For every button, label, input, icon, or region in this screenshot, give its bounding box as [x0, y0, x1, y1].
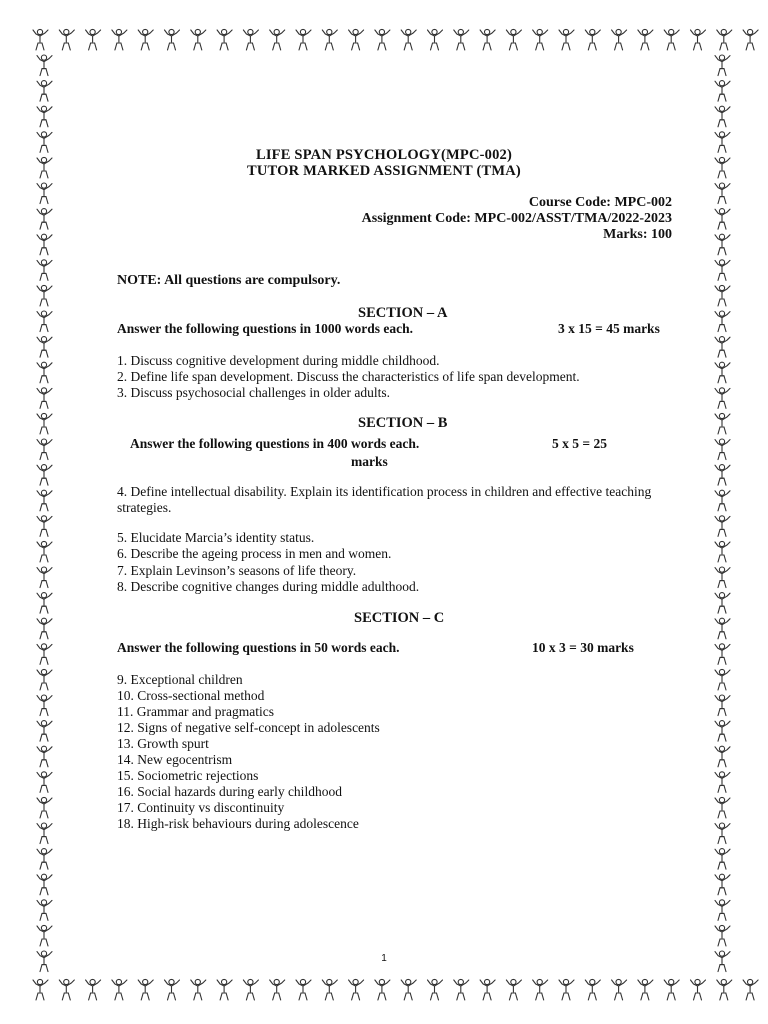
note-text: NOTE: All questions are compulsory.	[117, 273, 341, 288]
question-13: 13. Growth spurt	[117, 736, 209, 751]
section-a-marks: 3 x 15 = 45 marks	[558, 321, 660, 336]
question-16: 16. Social hazards during early childhood	[117, 784, 342, 799]
question-12: 12. Signs of negative self-concept in adolescents	[117, 720, 380, 735]
total-marks: Marks: 100	[603, 227, 672, 242]
section-b-title: SECTION – B	[358, 415, 448, 431]
section-a-title: SECTION – A	[358, 305, 448, 321]
question-8: 8. Describe cognitive changes during middle adulthood.	[117, 579, 420, 594]
document-subtitle: TUTOR MARKED ASSIGNMENT (TMA)	[247, 163, 521, 179]
section-b-instruction: Answer the following questions in 400 words each.	[130, 436, 420, 451]
question-4: 4. Define intellectual disability. Explain its identification process in children and effective teaching strategies.	[117, 484, 652, 515]
question-5: 5. Elucidate Marcia’s identity status.	[117, 530, 315, 545]
course-code: Course Code: MPC-002	[528, 195, 672, 210]
section-c-instruction: Answer the following questions in 50 words each.	[117, 640, 400, 655]
section-b-marks: 5 x 5 = 25	[552, 436, 607, 451]
question-17: 17. Continuity vs discontinuity	[117, 800, 285, 815]
question-1: 1. Discuss cognitive development during middle childhood.	[117, 353, 440, 368]
question-9: 9. Exceptional children	[117, 672, 243, 687]
document-title: LIFE SPAN PSYCHOLOGY(MPC-002)	[255, 147, 513, 163]
question-18: 18. High-risk behaviours during adolescence	[117, 816, 359, 831]
section-c-title: SECTION – C	[354, 610, 445, 626]
question-6: 6. Describe the ageing process in men and women.	[117, 546, 392, 561]
section-b-marks-suffix: marks	[351, 454, 388, 469]
question-11: 11. Grammar and pragmatics	[117, 704, 274, 719]
page-number: 1	[381, 953, 387, 964]
question-2: 2. Define life span development. Discuss the characteristics of life span development.	[117, 369, 580, 384]
question-10: 10. Cross-sectional method	[117, 688, 265, 703]
question-7: 7. Explain Levinson’s seasons of life theory.	[117, 563, 357, 578]
section-a-instruction: Answer the following questions in 1000 words each.	[117, 321, 414, 336]
question-15: 15. Sociometric rejections	[117, 768, 259, 783]
assignment-code: Assignment Code: MPC-002/ASST/TMA/2022-2023	[361, 211, 672, 226]
question-3: 3. Discuss psychosocial challenges in older adults.	[117, 385, 390, 400]
question-14: 14. New egocentrism	[117, 752, 233, 767]
section-c-marks: 10 x 3 = 30 marks	[532, 640, 634, 655]
